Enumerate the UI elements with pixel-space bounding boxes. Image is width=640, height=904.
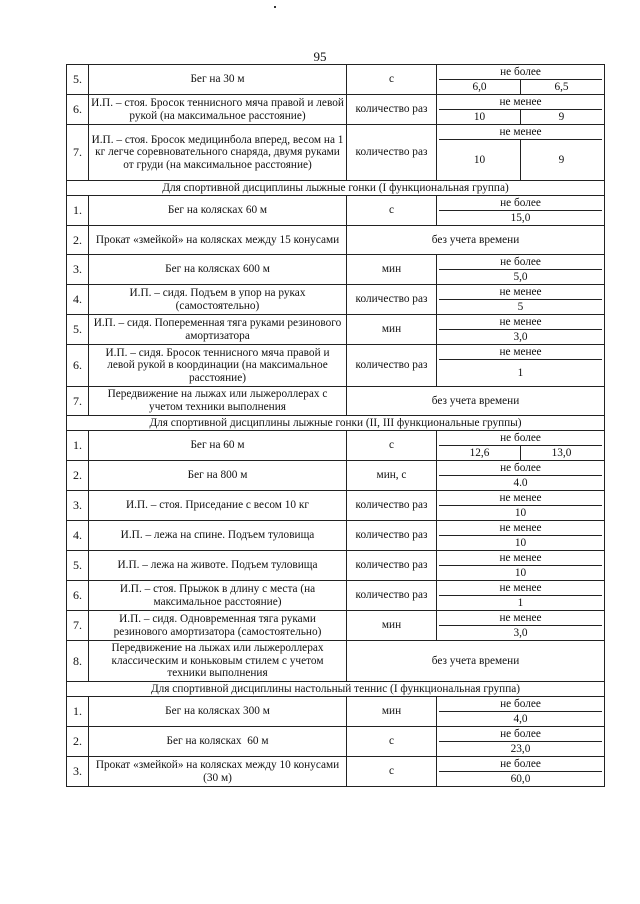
norm-cell [437, 345, 605, 387]
exercise-name: И.П. – сидя. Одновременная тяга руками резинового амортизатора (самостоятельно) [89, 611, 347, 641]
table-row [67, 521, 605, 551]
norm-cell [437, 491, 605, 521]
table-row [67, 125, 605, 181]
unit: количество раз [347, 521, 437, 551]
norm-condition: не менее [439, 125, 602, 140]
unit: с [347, 65, 437, 95]
norm-value-1: 10 [473, 154, 486, 166]
scan-dot [274, 6, 276, 8]
exercise-name: И.П. – сидя. Бросок теннисного мяча правой и левой рукой в координации (на максимальное расстояние) [89, 345, 347, 387]
row-number: 7. [67, 387, 89, 416]
norm-cell [437, 95, 605, 125]
norm-value: 10 [514, 507, 527, 519]
unit: количество раз [347, 551, 437, 581]
norm-value-1: 10 [473, 111, 486, 123]
norm-cell [437, 461, 605, 491]
row-number: 4. [67, 285, 89, 315]
unit: с [347, 196, 437, 226]
norm-value-2: 9 [520, 140, 602, 180]
unit: количество раз [347, 285, 437, 315]
exercise-name: Бег на колясках 600 м [89, 255, 347, 285]
section-header-row [67, 416, 605, 431]
norm-value-2: 9 [520, 110, 602, 124]
exercise-name: Бег на 800 м [89, 461, 347, 491]
row-number: 2. [67, 461, 89, 491]
norm-cell [437, 431, 605, 461]
section-title: Для спортивной дисциплины лыжные гонки (II, III функциональные группы) [67, 416, 605, 431]
standards-table [66, 64, 605, 787]
table-row [67, 581, 605, 611]
page-number: 95 [313, 49, 327, 64]
exercise-name: Передвижение на лыжах или лыжероллерах классическим и коньковым стилем с учетом техники выполнения [89, 641, 347, 682]
row-number: 3. [67, 491, 89, 521]
norm-condition: не менее [439, 345, 602, 360]
norm-cell [437, 727, 605, 757]
norm-cell [437, 521, 605, 551]
unit: количество раз [347, 581, 437, 611]
exercise-name: И.П. – стоя. Бросок теннисного мяча правой и левой рукой (на максимальное расстояние) [89, 95, 347, 125]
norm-cell [437, 315, 605, 345]
norm-value-1: 12,6 [469, 447, 490, 459]
row-number: 3. [67, 255, 89, 285]
norm-cell [437, 697, 605, 727]
norm-value: 5,0 [513, 271, 528, 283]
section-header-row [67, 682, 605, 697]
exercise-name: И.П. – лежа на животе. Подъем туловища [89, 551, 347, 581]
merged-norm: без учета времени [347, 226, 605, 255]
exercise-name: И.П. – сидя. Попеременная тяга руками резинового амортизатора [89, 315, 347, 345]
row-number: 1. [67, 697, 89, 727]
norm-value: 3,0 [513, 627, 528, 639]
exercise-name: Бег на 60 м [89, 431, 347, 461]
row-number: 5. [67, 315, 89, 345]
exercise-name: И.П. – стоя. Прыжок в длину с места (на максимальное расстояние) [89, 581, 347, 611]
unit: мин [347, 611, 437, 641]
table-row [67, 226, 605, 255]
norm-value-2: 6,5 [520, 80, 602, 94]
row-number: 2. [67, 226, 89, 255]
norm-condition: не менее [439, 491, 602, 506]
table-row [67, 95, 605, 125]
norm-condition: не менее [439, 285, 602, 300]
norm-value: 3,0 [513, 331, 528, 343]
section-title: Для спортивной дисциплины лыжные гонки (I функциональная группа) [67, 181, 605, 196]
norm-cell [437, 196, 605, 226]
norm-condition: не менее [439, 521, 602, 536]
unit: мин [347, 255, 437, 285]
table-row [67, 255, 605, 285]
exercise-name: Бег на колясках 300 м [89, 697, 347, 727]
section-header-row [67, 181, 605, 196]
exercise-name: Бег на 30 м [89, 65, 347, 95]
table-row [67, 611, 605, 641]
row-number: 5. [67, 65, 89, 95]
exercise-name: И.П. – лежа на спине. Подъем туловища [89, 521, 347, 551]
exercise-name: Передвижение на лыжах или лыжероллерах с учетом техники выполнения [89, 387, 347, 416]
norm-condition: не более [439, 255, 602, 270]
unit: количество раз [347, 95, 437, 125]
section-title: Для спортивной дисциплины настольный теннис (I функциональная группа) [67, 682, 605, 697]
norm-value: 5 [517, 301, 524, 313]
unit: количество раз [347, 345, 437, 387]
unit: мин [347, 697, 437, 727]
norm-condition: не более [439, 697, 602, 712]
unit: мин, с [347, 461, 437, 491]
exercise-name: Прокат «змейкой» на колясках между 10 конусами (30 м) [89, 757, 347, 787]
row-number: 8. [67, 641, 89, 682]
merged-norm: без учета времени [347, 387, 605, 416]
row-number: 3. [67, 757, 89, 787]
norm-cell [437, 757, 605, 787]
row-number: 4. [67, 521, 89, 551]
table-row [67, 551, 605, 581]
norm-cell [437, 551, 605, 581]
exercise-name: И.П. – стоя. Бросок медицинбола вперед, весом на 1 кг легче соревновательного снаряда, двумя руками от груди (на максимальное расстояние) [89, 125, 347, 181]
row-number: 7. [67, 611, 89, 641]
exercise-name: Прокат «змейкой» на колясках между 15 конусами [89, 226, 347, 255]
norm-condition: не более [439, 461, 602, 476]
norm-value: 4,0 [513, 713, 528, 725]
row-number: 6. [67, 345, 89, 387]
norm-value: 1 [517, 367, 524, 379]
table-row [67, 431, 605, 461]
norm-condition: не более [439, 757, 602, 772]
norm-value: 1 [517, 597, 524, 609]
norm-condition: не менее [439, 95, 602, 110]
exercise-name: И.П. – стоя. Приседание с весом 10 кг [89, 491, 347, 521]
unit: количество раз [347, 125, 437, 181]
table-row [67, 697, 605, 727]
norm-condition: не более [439, 727, 602, 742]
unit: с [347, 431, 437, 461]
table-row [67, 727, 605, 757]
norm-cell [437, 65, 605, 95]
norm-value: 15,0 [510, 212, 531, 224]
norm-value: 4.0 [513, 477, 528, 489]
exercise-name: Бег на колясках 60 м [89, 196, 347, 226]
merged-norm: без учета времени [347, 641, 605, 682]
norm-value-1: 6,0 [472, 81, 487, 93]
unit: мин [347, 315, 437, 345]
norm-value: 10 [514, 567, 527, 579]
norm-value-2: 13,0 [520, 446, 602, 460]
row-number: 6. [67, 581, 89, 611]
exercise-name: И.П. – сидя. Подъем в упор на руках (самостоятельно) [89, 285, 347, 315]
row-number: 1. [67, 196, 89, 226]
unit: количество раз [347, 491, 437, 521]
table-row [67, 65, 605, 95]
norm-cell [437, 255, 605, 285]
norm-condition: не менее [439, 611, 602, 626]
norm-cell [437, 611, 605, 641]
norm-value: 60,0 [510, 773, 531, 785]
unit: с [347, 757, 437, 787]
row-number: 1. [67, 431, 89, 461]
table-row [67, 315, 605, 345]
row-number: 7. [67, 125, 89, 181]
table-row [67, 641, 605, 682]
norm-condition: не более [439, 431, 602, 446]
table-row [67, 285, 605, 315]
table-row [67, 196, 605, 226]
table-row [67, 387, 605, 416]
norm-condition: не более [439, 196, 602, 211]
row-number: 6. [67, 95, 89, 125]
table-row [67, 461, 605, 491]
norm-condition: не более [439, 65, 602, 80]
norm-condition: не менее [439, 315, 602, 330]
norm-condition: не менее [439, 581, 602, 596]
norm-value: 23,0 [510, 743, 531, 755]
exercise-name: Бег на колясках 60 м [89, 727, 347, 757]
norm-cell [437, 581, 605, 611]
norm-condition: не менее [439, 551, 602, 566]
norm-cell [437, 125, 605, 181]
norm-value: 10 [514, 537, 527, 549]
row-number: 2. [67, 727, 89, 757]
table-row [67, 491, 605, 521]
norm-cell [437, 285, 605, 315]
unit: с [347, 727, 437, 757]
row-number: 5. [67, 551, 89, 581]
table-row [67, 757, 605, 787]
table-row [67, 345, 605, 387]
